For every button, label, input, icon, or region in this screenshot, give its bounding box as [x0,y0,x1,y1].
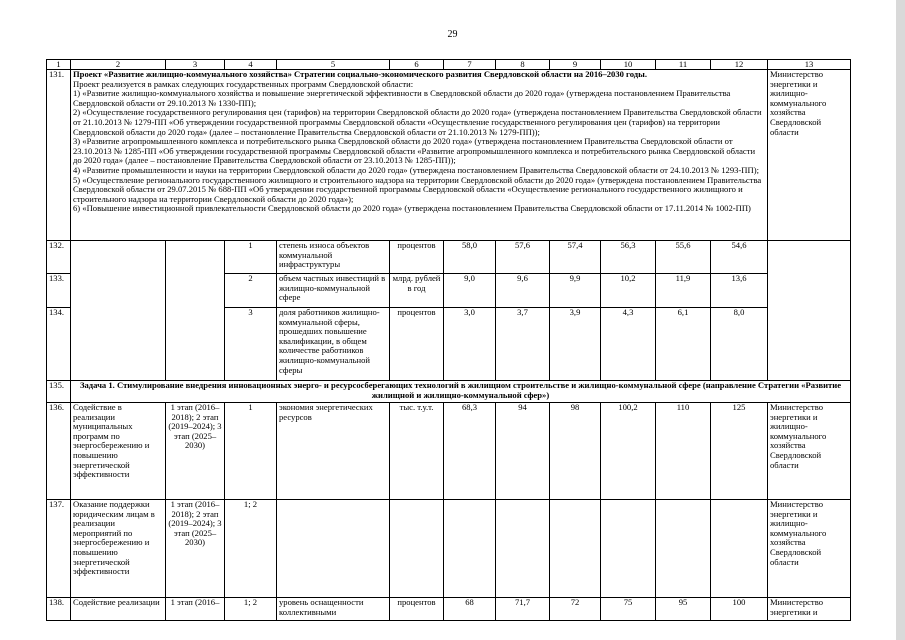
program-table [46,59,851,621]
col-header: 1 [47,60,71,70]
indicator-index: 1 [225,241,277,274]
value-col9: 57,4 [550,241,601,274]
col-header: 2 [71,60,166,70]
row-number: 131. [47,70,71,241]
implementation-stages: 1 этап (2016– [166,598,225,621]
value-col9: 72 [550,598,601,621]
value-col11: 11,9 [656,274,711,308]
table-row [47,381,851,403]
value-col10: 100,2 [601,403,656,500]
value-col8: 71,7 [496,598,550,621]
col-header: 11 [656,60,711,70]
project-line: 4) «Развитие промышленности и науки на территории Свердловской области до 2020 года» (утверждена постановлением Правительства Свердловской области от 24.10.2013 № 1293-ПП); [73,164,759,175]
col-header: 13 [768,60,851,70]
value-col8: 3,7 [496,308,550,381]
value-col11: 6,1 [656,308,711,381]
empty-cell [390,500,444,598]
col-header: 7 [444,60,496,70]
task-heading: Задача 1. Стимулирование внедрения инновационных энерго- и ресурсосберегающих технологий в жилищном строительстве и жилищно-коммунальной сфере (направление Стратегии «Развитие жилищной и жилищно-коммунальной сфер») [71,381,851,403]
value-col9: 3,9 [550,308,601,381]
value-col8: 9,6 [496,274,550,308]
implementation-stages: 1 этап (2016–2018); 2 этап (2019–2024); 3 этап (2025–2030) [166,403,225,500]
value-col10: 10,2 [601,274,656,308]
column-number-row [47,60,851,70]
row-number: 135. [47,381,71,403]
indicator-name: доля работников жилищно-коммунальной сферы, прошедших повышение квалификации, в общем количестве работников жилищно-коммунальной сферы [277,308,390,381]
unit: процентов [390,308,444,381]
row-number: 132. [47,241,71,274]
responsible-ministry: Министерство энергетики и [768,598,851,621]
indicator-index: 2 [225,274,277,308]
value-col11: 55,6 [656,241,711,274]
table-row [47,500,851,598]
project-title: Проект «Развитие жилищно-коммунального хозяйства» Стратегии социально-экономического развития Свердловской области на 2016–2030 годы. [73,69,648,79]
empty-cell [444,500,496,598]
empty-cell [656,500,711,598]
value-col9: 98 [550,403,601,500]
value-col8: 94 [496,403,550,500]
project-description [71,70,768,241]
project-line: 6) «Повышение инвестиционной привлекательности Свердловской области до 2020 года» (утверждена постановлением Правительства Свердловской области от 17.11.2014 № 1002-ПП) [73,203,751,214]
table-row [47,241,851,274]
unit: млрд. рублей в год [390,274,444,308]
table-row [47,70,851,241]
unit: процентов [390,598,444,621]
empty-cell [550,500,601,598]
project-line: 2) «Осуществление государственного регулирования цен (тарифов) на территории Свердловской области до 2020 года» (утверждена постановлением Правительства Свердловской области от 21.10.2013 № 1279-ПП «Об утверждении государственной программы Свердловской области «Осуществление государственного регулирования цен (тарифов) на территории Свердловской области до 2020 года» (далее – постановление Правительства Свердловской области от 21.10.2013 № 1279-ПП)); [73,107,762,137]
project-line: 1) «Развитие жилищно-коммунального хозяйства и повышение энергетической эффективности в Свердловской области до 2020 года» (утверждена постановлением Правительства Свердловской области от 29.10.2013 № 1330-ПП); [73,88,731,108]
value-2016: 68,3 [444,403,496,500]
col-header: 4 [225,60,277,70]
value-2016: 3,0 [444,308,496,381]
value-col12: 125 [711,403,768,500]
indicator-name: экономия энергетических ресурсов [277,403,390,500]
measure-name: Содействие в реализации муниципальных программ по энергосбережению и повышению энергетической эффективности [71,403,166,500]
value-col10: 4,3 [601,308,656,381]
value-col12: 54,6 [711,241,768,274]
indicator-name: уровень оснащенности коллективными [277,598,390,621]
col-header: 5 [277,60,390,70]
value-col8: 57,6 [496,241,550,274]
col-header: 10 [601,60,656,70]
value-col11: 95 [656,598,711,621]
responsible-ministry: Министерство энергетики и жилищно-коммунального хозяйства Свердловской области [768,70,851,241]
table-row [47,403,851,500]
indicator-index: 1; 2 [225,500,277,598]
empty-cell [496,500,550,598]
indicator-index: 1 [225,403,277,500]
empty-cell [166,241,225,381]
table-row [47,598,851,621]
value-2016: 68 [444,598,496,621]
responsible-ministry: Министерство энергетики и жилищно-коммунального хозяйства Свердловской области [768,500,851,598]
empty-cell [768,241,851,381]
indicator-name: объем частных инвестиций в жилищно-коммунальной сфере [277,274,390,308]
value-col10: 75 [601,598,656,621]
row-number: 136. [47,403,71,500]
measure-name: Оказание поддержки юридическим лицам в реализации мероприятий по энергосбережению и повышению энергетической эффективности [71,500,166,598]
measure-name: Содействие реализации [71,598,166,621]
indicator-name: степень износа объектов коммунальной инфраструктуры [277,241,390,274]
value-col12: 13,6 [711,274,768,308]
implementation-stages: 1 этап (2016–2018); 2 этап (2019–2024); 3 этап (2025–2030) [166,500,225,598]
project-line: 5) «Осуществление регионального государственного жилищного и строительного надзора на территории Свердловской области до 2020 года» (утверждена постановлением Правительства Свердловской области от 29.07.2015 № 688-ПП «Об утверждении государственной программы Свердловской области «Осуществление регионального государственного жилищного и строительного надзора на территории Свердловской области до 2020 года»); [73,174,762,204]
row-number: 133. [47,274,71,308]
row-number: 138. [47,598,71,621]
value-col9: 9,9 [550,274,601,308]
col-header: 6 [390,60,444,70]
row-number: 137. [47,500,71,598]
page-edge [896,0,905,640]
unit: процентов [390,241,444,274]
value-col10: 56,3 [601,241,656,274]
value-2016: 9,0 [444,274,496,308]
empty-cell [711,500,768,598]
empty-cell [71,241,166,381]
value-col12: 8,0 [711,308,768,381]
value-col11: 110 [656,403,711,500]
col-header: 9 [550,60,601,70]
empty-cell [601,500,656,598]
col-header: 8 [496,60,550,70]
page-number: 29 [447,29,458,40]
value-col12: 100 [711,598,768,621]
indicator-index: 1; 2 [225,598,277,621]
responsible-ministry: Министерство энергетики и жилищно-коммунального хозяйства Свердловской области [768,403,851,500]
value-2016: 58,0 [444,241,496,274]
col-header: 3 [166,60,225,70]
indicator-index: 3 [225,308,277,381]
project-line: 3) «Развитие агропромышленного комплекса и потребительского рынка Свердловской области до 2020 года» (утверждена постановлением Правительства Свердловской области от 23.10.2013 № 1285-ПП «Об утверждении государственной программы Свердловской области «Развитие агропромышленного комплекса и потребительского рынка Свердловской области до 2020 года» (далее – постановление Правительства Свердловской области от 23.10.2013 № 1285-ПП)); [73,136,756,166]
empty-cell [277,500,390,598]
row-number: 134. [47,308,71,381]
project-line: Проект реализуется в рамках следующих государственных программ Свердловской области: [73,78,414,89]
unit: тыс. т.у.т. [390,403,444,500]
col-header: 12 [711,60,768,70]
